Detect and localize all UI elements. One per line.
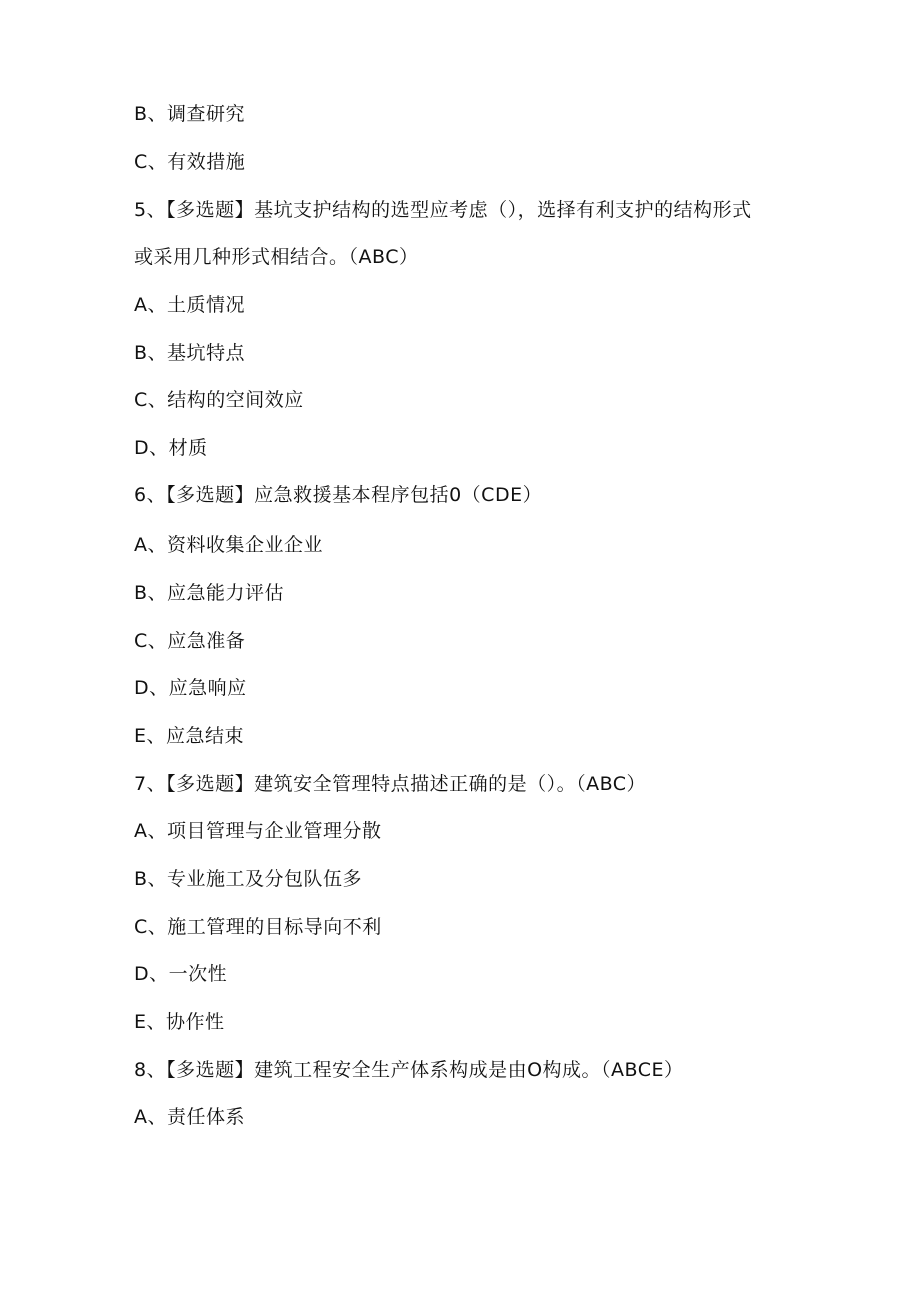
option-line: C、施工管理的目标导向不利 <box>134 916 382 938</box>
option-line: A、土质情况 <box>134 294 245 316</box>
option-line: E、协作性 <box>134 1011 225 1033</box>
option-line: B、应急能力评估 <box>134 582 285 604</box>
question-line: 8、【多选题】建筑工程安全生产体系构成是由O构成。（ABCE） <box>134 1059 684 1081</box>
question-line: 6、【多选题】应急救援基本程序包括0（CDE） <box>134 484 543 506</box>
option-line: B、基坑特点 <box>134 342 246 364</box>
option-line: C、有效措施 <box>134 151 246 173</box>
option-line: D、一次性 <box>134 963 228 985</box>
question-line: 5、【多选题】基坑支护结构的选型应考虑（），选择有利支护的结构形式 <box>134 199 752 221</box>
option-line: A、资料收集企业企业 <box>134 534 323 556</box>
question-line: 或采用几种形式相结合。（ABC） <box>134 246 419 268</box>
option-line: D、材质 <box>134 437 208 459</box>
option-line: D、应急响应 <box>134 677 247 699</box>
option-line: B、专业施工及分包队伍多 <box>134 868 363 890</box>
option-line: A、责任体系 <box>134 1106 245 1128</box>
question-line: 7、【多选题】建筑安全管理特点描述正确的是（）。（ABC） <box>134 773 647 795</box>
option-line: C、结构的空间效应 <box>134 389 304 411</box>
option-line: A、项目管理与企业管理分散 <box>134 820 382 842</box>
option-line: E、应急结束 <box>134 725 245 747</box>
option-line: C、应急准备 <box>134 630 246 652</box>
option-line: B、调查研究 <box>134 103 246 125</box>
